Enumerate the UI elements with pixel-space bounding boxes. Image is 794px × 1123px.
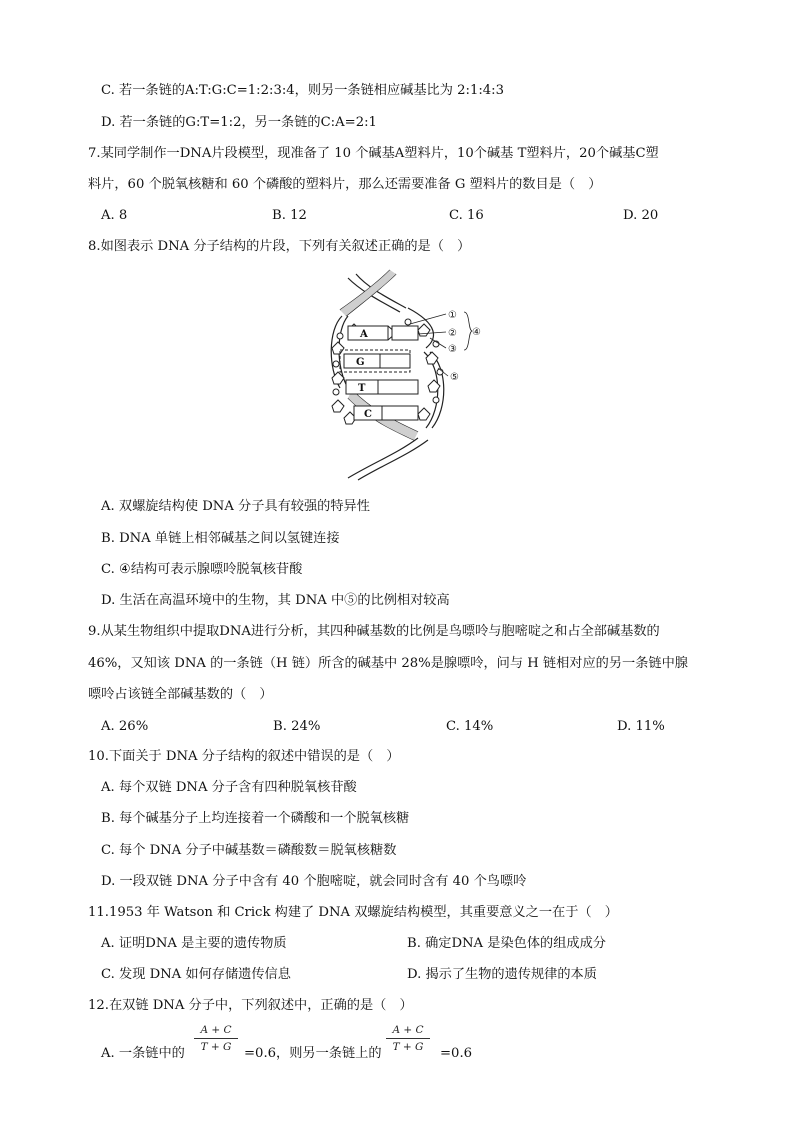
q10-option-a: A. 每个双链 DNA 分子含有四种脱氧核苷酸 xyxy=(101,780,357,795)
q8-option-a: A. 双螺旋结构使 DNA 分子具有较强的特异性 xyxy=(101,499,370,514)
fraction-1 xyxy=(194,1024,238,1054)
fraction-2-bar xyxy=(386,1038,430,1039)
question-11-stem: 11.1953 年 Watson 和 Crick 构建了 DNA 双螺旋结构模型，其重要意义之一在于（ ） xyxy=(88,905,618,920)
base-label-g: G xyxy=(356,357,365,368)
base-label-t: T xyxy=(358,383,366,394)
marker-3: ③ xyxy=(448,344,457,355)
q9-option-a: A. 26% xyxy=(101,719,149,734)
question-7-line-2: 料片，60 个脱氧核糖和 60 个磷酸的塑料片，那么还需要准备 G 塑料片的数目是（ ） xyxy=(88,177,602,192)
question-12-stem: 12.在双链 DNA 分子中，下列叙述中，正确的是（ ） xyxy=(88,998,413,1013)
q9-option-d: D. 11% xyxy=(617,719,665,734)
fraction-1-bar xyxy=(194,1038,238,1039)
q7-option-a: A. 8 xyxy=(101,208,128,223)
base-pairs xyxy=(340,326,418,420)
q12-option-a-suffix: =0.6 xyxy=(440,1046,473,1061)
q11-option-c: C. 发现 DNA 如何存储遗传信息 xyxy=(101,967,291,982)
figure-markers xyxy=(448,310,481,383)
figure-leader-lines xyxy=(410,312,472,376)
base-label-c: C xyxy=(364,409,372,420)
base-label-a: A xyxy=(360,329,368,340)
q10-option-c: C. 每个 DNA 分子中碱基数＝磷酸数＝脱氧核糖数 xyxy=(101,843,397,858)
q11-option-d: D. 揭示了生物的遗传规律的本质 xyxy=(407,967,597,982)
fraction-1-numerator: A + C xyxy=(200,1024,232,1036)
question-8-stem: 8.如图表示 DNA 分子结构的片段，下列有关叙述正确的是（ ） xyxy=(88,239,471,254)
q7-option-b: B. 12 xyxy=(272,208,307,223)
q11-option-a: A. 证明DNA 是主要的遗传物质 xyxy=(101,936,287,951)
fraction-2-numerator: A + C xyxy=(392,1024,424,1036)
q8-option-d: D. 生活在高温环境中的生物，其 DNA 中⑤的比例相对较高 xyxy=(101,593,450,608)
q8-option-c: C. ④结构可表示腺嘌呤脱氧核苷酸 xyxy=(101,562,303,577)
q8-option-b: B. DNA 单链上相邻碱基之间以氢键连接 xyxy=(101,531,340,546)
line-q6-option-c: C. 若一条链的A:T:G:C=1:2:3:4，则另一条链相应碱基比为 2:1:4:3 xyxy=(101,83,505,98)
question-9-line-2: 46%，又知该 DNA 的一条链（H 链）所含的碱基中 28%是腺嘌呤，问与 H 链相对应的另一条链中腺 xyxy=(88,656,688,671)
q12-option-a-prefix: A. 一条链中的 xyxy=(101,1046,185,1061)
q9-option-c: C. 14% xyxy=(446,719,494,734)
question-9-line-3: 嘌呤占该链全部碱基数的（ ） xyxy=(88,687,273,702)
line-q6-option-d: D. 若一条链的G:T=1:2，另一条链的C:A=2:1 xyxy=(101,115,377,130)
q12-option-a-middle: =0.6，则另一条链上的 xyxy=(244,1046,382,1061)
q10-option-d: D. 一段双链 DNA 分子中含有 40 个胞嘧啶，就会同时含有 40 个鸟嘌呤 xyxy=(101,874,527,889)
question-7-line-1: 7.某同学制作一DNA片段模型，现准备了 10 个碱基A塑料片，10个碱基 T塑料片，20个碱基C塑 xyxy=(88,146,659,161)
q9-option-b: B. 24% xyxy=(273,719,321,734)
fraction-2-denominator: T + G xyxy=(392,1041,424,1053)
fraction-1-denominator: T + G xyxy=(200,1041,232,1053)
q10-option-b: B. 每个碱基分子上均连接着一个磷酸和一个脱氧核糖 xyxy=(101,811,410,826)
dna-structure-figure xyxy=(318,268,481,483)
question-9-line-1: 9.从某生物组织中提取DNA进行分析，其四种碱基数的比例是鸟嘌呤与胞嘧啶之和占全部碱基数的 xyxy=(88,624,660,639)
helix-strands xyxy=(331,270,444,480)
fraction-2 xyxy=(386,1024,430,1054)
marker-4: ④ xyxy=(472,327,481,338)
question-10-stem: 10.下面关于 DNA 分子结构的叙述中错误的是（ ） xyxy=(88,749,400,764)
marker-2: ② xyxy=(448,328,457,339)
q7-option-c: C. 16 xyxy=(449,208,484,223)
q7-option-d: D. 20 xyxy=(623,208,659,223)
q11-option-b: B. 确定DNA 是染色体的组成成分 xyxy=(407,936,606,951)
marker-1: ① xyxy=(448,310,457,321)
marker-5: ⑤ xyxy=(450,372,459,383)
